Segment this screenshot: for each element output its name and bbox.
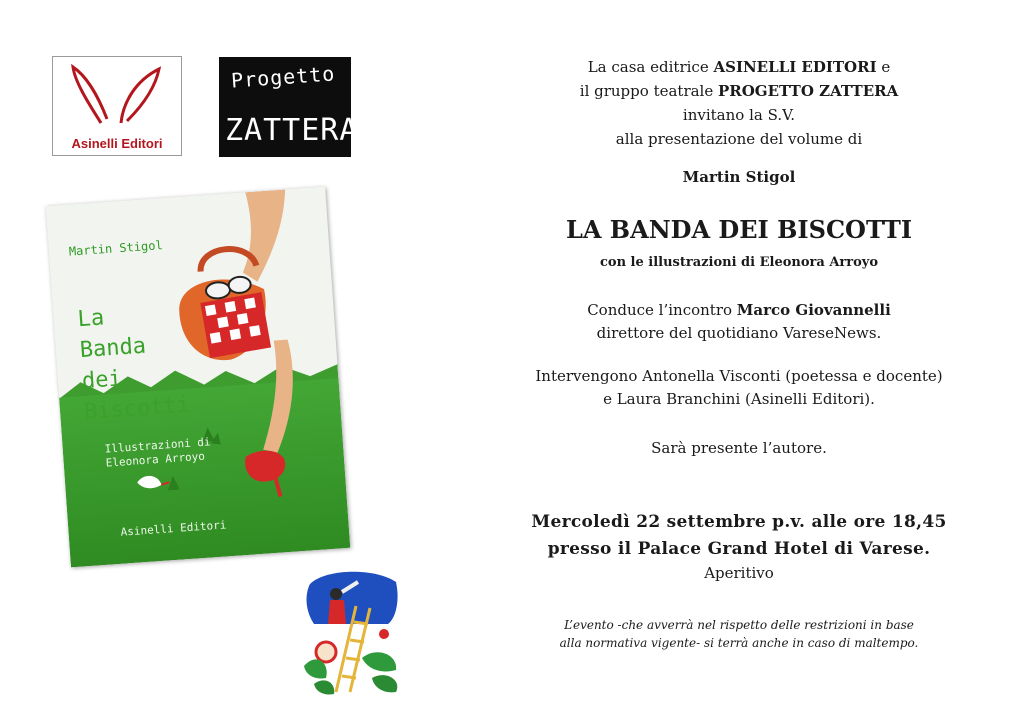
invite-line4: alla presentazione del volume di <box>615 130 863 148</box>
asinelli-logo-text: Asinelli Editori <box>71 136 163 151</box>
author-presence: Sarà presente l’autore. <box>651 439 827 457</box>
speakers-line2: e Laura Branchini (Asinelli Editori). <box>603 390 875 408</box>
host-line <box>474 301 1004 319</box>
book-title: LA BANDA DEI BISCOTTI <box>565 215 913 244</box>
publisher-name: ASINELLI EDITORI <box>713 58 877 76</box>
cover-title-line: dei <box>81 366 123 395</box>
covid-note-line1: L’evento -che avverrà nel rispetto delle restrizioni in base <box>564 618 914 632</box>
progetto-zattera-logo <box>219 57 359 157</box>
event-place: presso il Palace Grand Hotel di Varese. <box>547 539 931 559</box>
covid-note-line2: alla normativa vigente- si terrà anche in caso di maltempo. <box>559 636 919 650</box>
author-name: Martin Stigol <box>682 168 796 186</box>
speakers-line1: Intervengono Antonella Visconti (poetessa e docente) <box>535 367 943 385</box>
cover-illustrator-line2: Eleonora Arroyo <box>105 449 206 470</box>
girl-on-ladder-illustration <box>296 566 406 696</box>
invite-line2-prefix: il gruppo teatrale <box>579 82 718 100</box>
cover-title-line: Banda <box>79 333 147 364</box>
host-role: direttore del quotidiano VareseNews. <box>596 324 882 342</box>
invite-line1-prefix: La casa editrice <box>587 58 714 76</box>
theater-group-name: PROGETTO ZATTERA <box>718 82 899 100</box>
cover-title-line: La <box>76 305 106 333</box>
zattera-logo-line1: Progetto <box>230 61 337 93</box>
aperitivo: Aperitivo <box>704 564 774 582</box>
invite-line2 <box>474 82 1004 100</box>
cover-title <box>77 297 191 428</box>
asinelli-editori-logo <box>52 56 182 156</box>
illustrator-line: con le illustrazioni di Eleonora Arroyo <box>599 255 878 270</box>
invite-line1 <box>474 58 1004 76</box>
host-name: Marco Giovannelli <box>736 301 891 319</box>
book-cover <box>46 187 351 568</box>
invite-line3: invitano la S.V. <box>682 106 796 124</box>
cover-publisher: Asinelli Editori <box>120 518 227 539</box>
cover-author: Martin Stigol <box>68 238 164 259</box>
donkey-ears-icon <box>71 63 165 127</box>
event-date: Mercoledì 22 settembre p.v. alle ore 18,45 <box>531 512 947 532</box>
host-prefix: Conduce l’incontro <box>587 301 737 319</box>
cover-illustrator-line1: Illustrazioni di <box>104 435 211 456</box>
zattera-logo-line2: ZATTERA <box>225 113 359 148</box>
invite-line1-suffix: e <box>876 58 891 76</box>
cover-title-line: Biscotti <box>83 392 191 425</box>
